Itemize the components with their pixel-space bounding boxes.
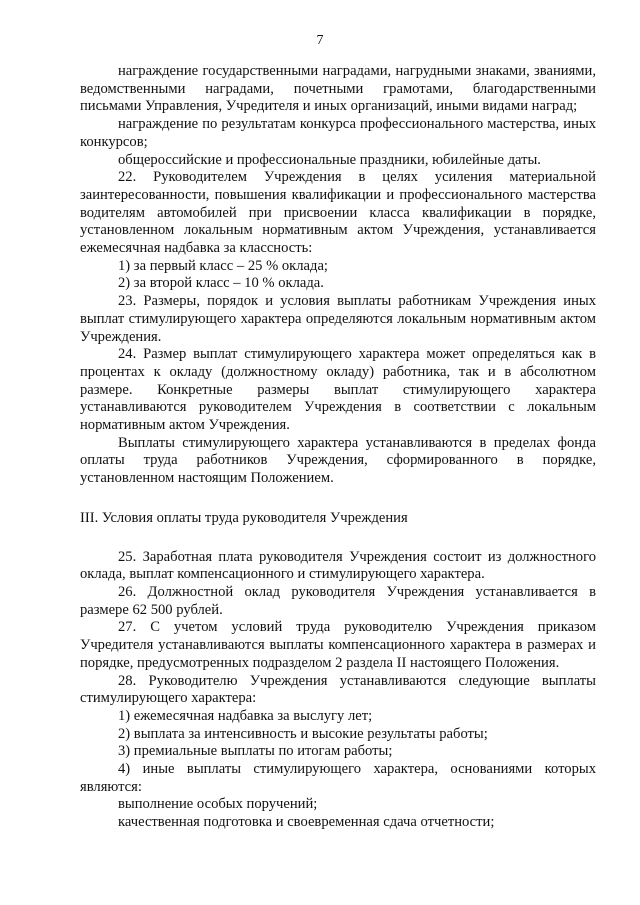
- document-body: [80, 63, 596, 832]
- section-heading: III. Условия оплаты труда руководителя Учреждения: [80, 509, 408, 526]
- list-item: 4) иные выплаты стимулирующего характера, основаниями которых являются:: [80, 761, 596, 795]
- paragraph: награждение по результатам конкурса профессионального мастерства, иных конкурсов;: [80, 116, 596, 150]
- list-item: 1) за первый класс – 25 % оклада;: [118, 257, 328, 274]
- paragraph-item-27: 27. С учетом условий труда руководителю Учреждения приказом Учредителя устанавливаются выплаты компенсационного характера в размерах и порядке, предусмотренных подразделом 2 раздела II настоящего Положения.: [80, 619, 596, 671]
- paragraph-item-22: 22. Руководителем Учреждения в целях усиления материальной заинтересованности, повышения квалификации и профессионального мастерства водителям автомобилей при присвоении класса квалификации в порядке, установленном локальным нормативным актом Учреждения, устанавливается ежемесячная надбавка за классность:: [80, 169, 596, 257]
- paragraph-item-26: 26. Должностной оклад руководителя Учреждения устанавливается в размере 62 500 рублей.: [80, 583, 596, 618]
- page-number: 7: [316, 33, 324, 48]
- list-item: 2) за второй класс – 10 % оклада.: [118, 275, 324, 292]
- paragraph: Выплаты стимулирующего характера устанавливаются в пределах фонда оплаты труда работников Учреждения, сформированного в порядке, установленном настоящим Положением.: [80, 434, 596, 487]
- paragraph-item-24: 24. Размер выплат стимулирующего характера может определяться как в процентах к окладу (должностному окладу) работника, так и в абсолютном размере. Конкретные размеры выплат стимулирующего характера устанавливаются руководителем Учреждения в соответствии с локальным нормативным актом Учреждения.: [80, 346, 596, 434]
- list-item: 2) выплата за интенсивность и высокие результаты работы;: [118, 725, 488, 742]
- list-item: 3) премиальные выплаты по итогам работы;: [118, 743, 393, 760]
- list-item: 1) ежемесячная надбавка за выслугу лет;: [118, 707, 373, 724]
- paragraph: общероссийские и профессиональные праздники, юбилейные даты.: [118, 151, 541, 168]
- paragraph-item-28: 28. Руководителю Учреждения устанавливаются следующие выплаты стимулирующего характера:: [80, 672, 596, 707]
- paragraph-item-23: 23. Размеры, порядок и условия выплаты работникам Учреждения иных выплат стимулирующего характера определяются локальным нормативным актом Учреждения.: [80, 293, 596, 345]
- paragraph: награждение государственными наградами, нагрудными знаками, званиями, ведомственными наградами, почетными грамотами, благодарственными письмами Управления, Учредителя и иных организаций, иными видами наград;: [80, 63, 596, 115]
- paragraph-item-25: 25. Заработная плата руководителя Учреждения состоит из должностного оклада, выплат компенсационного и стимулирующего характера.: [80, 548, 596, 583]
- list-item: выполнение особых поручений;: [118, 796, 318, 813]
- list-item: качественная подготовка и своевременная сдача отчетности;: [118, 814, 495, 831]
